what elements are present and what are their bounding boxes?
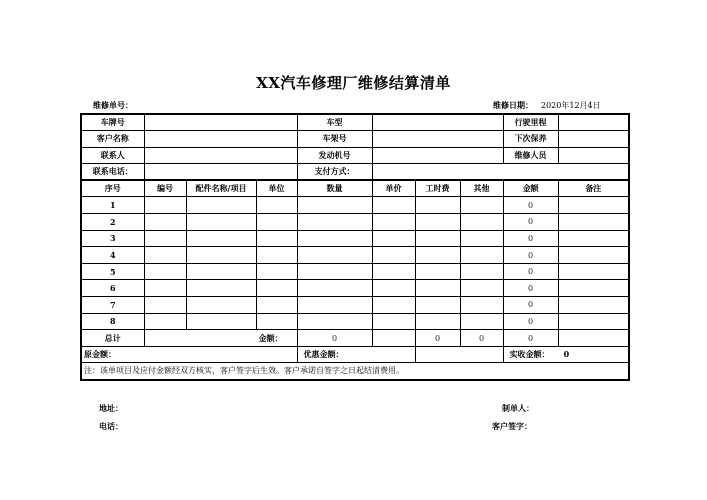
cell-unit[interactable] — [256, 280, 297, 297]
cell-price[interactable] — [372, 263, 415, 280]
next-service-label: 下次保养 — [503, 131, 558, 148]
total-amount: 0 — [503, 330, 558, 347]
table-row — [81, 313, 629, 330]
cell-part[interactable] — [186, 230, 256, 247]
table-row — [81, 197, 629, 214]
plate-label: 车牌号 — [81, 114, 144, 131]
cell-qty[interactable] — [297, 297, 372, 314]
row-no: 1 — [81, 197, 144, 214]
cell-remark[interactable] — [558, 280, 629, 297]
total-other: 0 — [460, 330, 503, 347]
cell-labor[interactable] — [415, 297, 460, 314]
info-row-customer — [81, 131, 629, 148]
settlement-table — [80, 113, 630, 381]
info-row-contact — [81, 147, 629, 164]
engine-no-label: 发动机号 — [297, 147, 372, 164]
discount-amount-label: 优惠金额： — [297, 346, 415, 363]
note-text: 注：该单项目及应付金额经双方核实，客户签字后生效。客户承诺自签字之日起结清费用。 — [81, 363, 629, 380]
repair-date-label: 维修日期： — [493, 100, 533, 110]
cell-unit[interactable] — [256, 247, 297, 264]
cell-remark[interactable] — [558, 197, 629, 214]
address-label: 地址： — [99, 403, 123, 413]
cell-labor[interactable] — [415, 247, 460, 264]
cell-qty[interactable] — [297, 197, 372, 214]
vin-field[interactable] — [372, 131, 503, 148]
payment-label: 支付方式： — [297, 164, 372, 181]
col-header-amount: 金额 — [503, 180, 558, 197]
table-row — [81, 214, 629, 231]
paid-amount-label: 实收金额： — [509, 349, 550, 360]
next-service-field[interactable] — [558, 131, 629, 148]
table-row — [81, 263, 629, 280]
row-no: 5 — [81, 263, 144, 280]
vin-label: 车架号 — [297, 131, 372, 148]
row-no: 2 — [81, 214, 144, 231]
table-row — [81, 230, 629, 247]
cell-code[interactable] — [144, 297, 186, 314]
cell-code[interactable] — [144, 247, 186, 264]
total-labor: 0 — [415, 330, 460, 347]
technician-field[interactable] — [558, 147, 629, 164]
info-row-plate — [81, 114, 629, 131]
mileage-field[interactable] — [558, 114, 629, 131]
engine-no-field[interactable] — [372, 147, 503, 164]
cell-code[interactable] — [144, 280, 186, 297]
cell-part[interactable] — [186, 263, 256, 280]
cell-other[interactable] — [460, 230, 503, 247]
cell-amount: 0 — [503, 197, 558, 214]
cell-part[interactable] — [186, 247, 256, 264]
cell-amount: 0 — [503, 313, 558, 330]
page-title: XX汽车修理厂维修结算清单 — [256, 74, 451, 92]
cell-remark[interactable] — [558, 263, 629, 280]
cell-remark[interactable] — [558, 230, 629, 247]
original-amount-label: 原金额： — [81, 346, 297, 363]
cell-qty[interactable] — [297, 280, 372, 297]
cell-amount: 0 — [503, 214, 558, 231]
col-header-unit: 单位 — [256, 180, 297, 197]
cell-part[interactable] — [186, 313, 256, 330]
cell-other[interactable] — [460, 214, 503, 231]
plate-field[interactable] — [144, 114, 297, 131]
total-price — [372, 330, 415, 347]
paid-amount — [503, 346, 629, 363]
cell-unit[interactable] — [256, 263, 297, 280]
col-header-part: 配件名称/项目 — [186, 180, 256, 197]
cell-amount: 0 — [503, 230, 558, 247]
table-row — [81, 280, 629, 297]
cell-unit[interactable] — [256, 197, 297, 214]
customer-signature-label: 客户签字： — [492, 421, 532, 431]
cell-amount: 0 — [503, 263, 558, 280]
total-amount-label: 金额： — [144, 330, 297, 347]
phone-field[interactable] — [144, 164, 297, 181]
cell-price[interactable] — [372, 280, 415, 297]
cell-code[interactable] — [144, 313, 186, 330]
mileage-label: 行驶里程 — [503, 114, 558, 131]
table-row — [81, 247, 629, 264]
customer-field[interactable] — [144, 131, 297, 148]
col-header-price: 单价 — [372, 180, 415, 197]
cell-other[interactable] — [460, 280, 503, 297]
cell-price[interactable] — [372, 313, 415, 330]
repair-date-value: 2020年12月4日 — [541, 101, 601, 110]
technician-label: 维修人员 — [503, 147, 558, 164]
row-no: 8 — [81, 313, 144, 330]
cell-code[interactable] — [144, 263, 186, 280]
cell-code[interactable] — [144, 197, 186, 214]
cell-qty[interactable] — [297, 313, 372, 330]
cell-other[interactable] — [460, 247, 503, 264]
total-label: 总计 — [81, 330, 144, 347]
column-header-row — [81, 180, 629, 197]
row-no: 6 — [81, 280, 144, 297]
contact-field[interactable] — [144, 147, 297, 164]
cell-qty[interactable] — [297, 214, 372, 231]
row-no: 4 — [81, 247, 144, 264]
cell-qty[interactable] — [297, 263, 372, 280]
cell-qty[interactable] — [297, 247, 372, 264]
col-header-other: 其他 — [460, 180, 503, 197]
cell-code[interactable] — [144, 230, 186, 247]
note-row — [81, 363, 629, 380]
col-header-labor: 工时费 — [415, 180, 460, 197]
cell-labor[interactable] — [415, 230, 460, 247]
cell-remark[interactable] — [558, 247, 629, 264]
model-label: 车型 — [297, 114, 372, 131]
maker-label: 制单人： — [502, 403, 534, 413]
col-header-qty: 数量 — [297, 180, 372, 197]
contact-label: 联系人 — [81, 147, 144, 164]
table-row — [81, 297, 629, 314]
cell-labor[interactable] — [415, 313, 460, 330]
col-header-no: 序号 — [81, 180, 144, 197]
paid-amount-value: 0 — [563, 349, 570, 360]
cell-price[interactable] — [372, 197, 415, 214]
cell-other[interactable] — [460, 263, 503, 280]
phone-label: 联系电话： — [81, 164, 144, 181]
total-row — [81, 330, 629, 347]
cell-other[interactable] — [460, 297, 503, 314]
order-no-label: 维修单号： — [93, 100, 133, 110]
cell-price[interactable] — [372, 247, 415, 264]
info-row-phone — [81, 164, 629, 181]
cell-unit[interactable] — [256, 230, 297, 247]
cell-price[interactable] — [372, 230, 415, 247]
cell-price[interactable] — [372, 214, 415, 231]
cell-unit[interactable] — [256, 214, 297, 231]
summary-row — [81, 346, 629, 363]
cell-qty[interactable] — [297, 230, 372, 247]
cell-amount: 0 — [503, 247, 558, 264]
cell-amount: 0 — [503, 297, 558, 314]
cell-part[interactable] — [186, 214, 256, 231]
cell-remark[interactable] — [558, 313, 629, 330]
col-header-code: 编号 — [144, 180, 186, 197]
cell-labor[interactable] — [415, 214, 460, 231]
cell-part[interactable] — [186, 280, 256, 297]
discount-amount-field[interactable] — [415, 346, 503, 363]
cell-labor[interactable] — [415, 263, 460, 280]
model-field[interactable] — [372, 114, 503, 131]
cell-labor[interactable] — [415, 280, 460, 297]
col-header-remark: 备注 — [558, 180, 629, 197]
cell-code[interactable] — [144, 214, 186, 231]
cell-other[interactable] — [460, 313, 503, 330]
row-no: 7 — [81, 297, 144, 314]
cell-unit[interactable] — [256, 313, 297, 330]
row-no: 3 — [81, 230, 144, 247]
phone-footer-label: 电话： — [99, 421, 123, 431]
cell-remark[interactable] — [558, 297, 629, 314]
cell-labor[interactable] — [415, 197, 460, 214]
cell-other[interactable] — [460, 197, 503, 214]
cell-price[interactable] — [372, 297, 415, 314]
cell-part[interactable] — [186, 297, 256, 314]
cell-remark[interactable] — [558, 214, 629, 231]
total-qty: 0 — [297, 330, 372, 347]
cell-unit[interactable] — [256, 297, 297, 314]
cell-part[interactable] — [186, 197, 256, 214]
customer-label: 客户名称 — [81, 131, 144, 148]
payment-field[interactable] — [372, 164, 629, 181]
repair-date — [493, 100, 601, 111]
total-remark — [558, 330, 629, 347]
cell-amount: 0 — [503, 280, 558, 297]
